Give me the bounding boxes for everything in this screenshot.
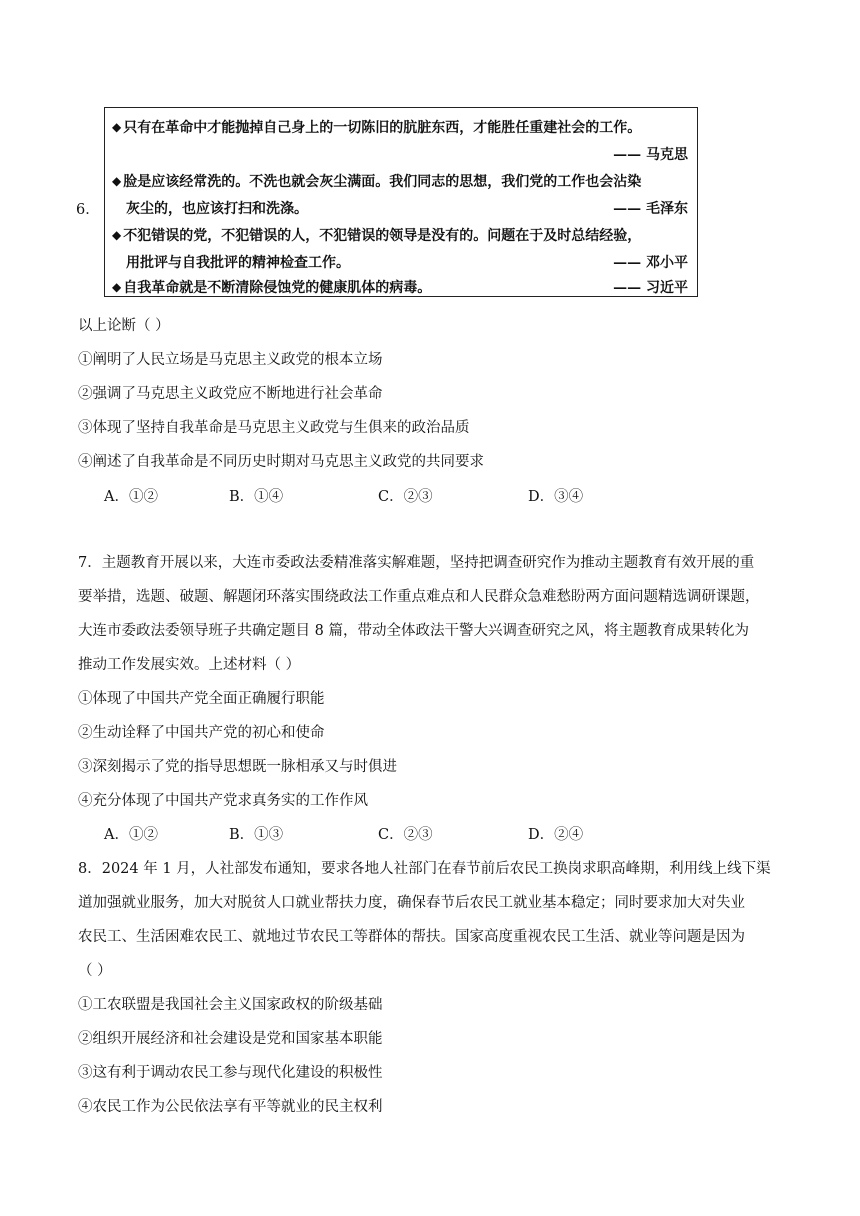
question-7-line-1: 7．主题教育开展以来，大连市委政法委精准落实解难题，坚持把调查研究作为推动主题教育有效开展的重 [78,555,755,571]
question-7-option-b[interactable]: B．①③ [229,827,284,843]
question-8-line-4: （ ） [78,963,112,979]
diamond-bullet-icon: ◆ [112,174,122,188]
question-7-option-a[interactable]: A．①② [104,827,158,843]
question-7-item-1: ①体现了中国共产党全面正确履行职能 [78,691,325,707]
question-6-item-1: ①阐明了人民立场是马克思主义政党的根本立场 [78,352,383,368]
quote-2-author: —— 毛泽东 [613,201,688,217]
question-8-item-3: ③这有利于调动农民工参与现代化建设的积极性 [78,1065,383,1081]
question-6-item-4: ④阐述了自我革命是不同历史时期对马克思主义政党的共同要求 [78,454,484,470]
question-7-line-4: 推动工作发展实效。上述材料（ ） [78,657,301,673]
quote-box [104,107,698,297]
question-8-item-1: ①工农联盟是我国社会主义国家政权的阶级基础 [78,997,383,1013]
question-7-item-2: ②生动诠释了中国共产党的初心和使命 [78,725,325,741]
quote-3-author: —— 邓小平 [613,255,688,271]
quote-1 [112,117,641,137]
question-7-line-2: 要举措，选题、破题、解题闭环落实围绕政法工作重点难点和人民群众急难愁盼两方面问题精选调研课题， [78,589,760,605]
question-8-line-1: 8．2024 年 1 月，人社部发布通知，要求各地人社部门在春节前后农民工换岗求职高峰期，利用线上线下渠 [78,861,771,877]
diamond-bullet-icon: ◆ [112,228,122,242]
question-6-option-c[interactable]: C．②③ [378,489,433,505]
question-8-item-2: ②组织开展经济和社会建设是党和国家基本职能 [78,1031,383,1047]
question-7-item-3: ③深刻揭示了党的指导思想既一脉相承又与时俱进 [78,759,397,775]
question-7-option-c[interactable]: C．②③ [378,827,433,843]
question-8-line-2: 道加强就业服务，加大对脱贫人口就业帮扶力度，确保春节后农民工就业基本稳定；同时要求加大对失业 [78,895,745,911]
quote-3-text-2: 用批评与自我批评的精神检查工作。 [126,255,350,271]
question-6-stem: 以上论断（ ） [78,318,170,334]
quote-1-text: 只有在革命中才能抛掉自己身上的一切陈旧的肮脏东西，才能胜任重建社会的工作。 [123,120,642,136]
question-8-item-4: ④农民工作为公民依法享有平等就业的民主权利 [78,1099,383,1115]
diamond-bullet-icon: ◆ [112,280,122,294]
quote-4-author: —— 习近平 [613,280,688,296]
quote-2-text-2: 灰尘的，也应该打扫和洗涤。 [126,201,308,217]
question-6-number: 6． [76,202,100,218]
quote-4-text: 自我革命就是不断清除侵蚀党的健康肌体的病毒。 [123,280,432,296]
question-7-option-d[interactable]: D．②④ [528,827,584,843]
question-7-item-4: ④充分体现了中国共产党求真务实的工作作风 [78,793,368,809]
quote-1-author: —— 马克思 [613,147,688,163]
question-7-line-3: 大连市委政法委领导班子共确定题目 8 篇，带动全体政法干警大兴调查研究之风，将主题教育成果转化为 [78,623,749,639]
question-6-option-d[interactable]: D．③④ [528,489,584,505]
question-6-option-a[interactable]: A．①② [104,489,158,505]
quote-3 [112,225,641,245]
question-6-item-2: ②强调了马克思主义政党应不断地进行社会革命 [78,386,383,402]
quote-2-text-1: 脸是应该经常洗的。不洗也就会灰尘满面。我们同志的思想，我们党的工作也会沾染 [123,174,642,190]
question-6-option-b[interactable]: B．①④ [229,489,284,505]
quote-2 [112,171,641,191]
quote-3-text-1: 不犯错误的党，不犯错误的人，不犯错误的领导是没有的。问题在于及时总结经验， [123,228,642,244]
question-8-line-3: 农民工、生活困难农民工、就地过节农民工等群体的帮扶。国家高度重视农民工生活、就业等问题是因为 [78,929,745,945]
question-6-item-3: ③体现了坚持自我革命是马克思主义政党与生俱来的政治品质 [78,420,470,436]
diamond-bullet-icon: ◆ [112,120,122,134]
quote-4 [112,277,431,297]
